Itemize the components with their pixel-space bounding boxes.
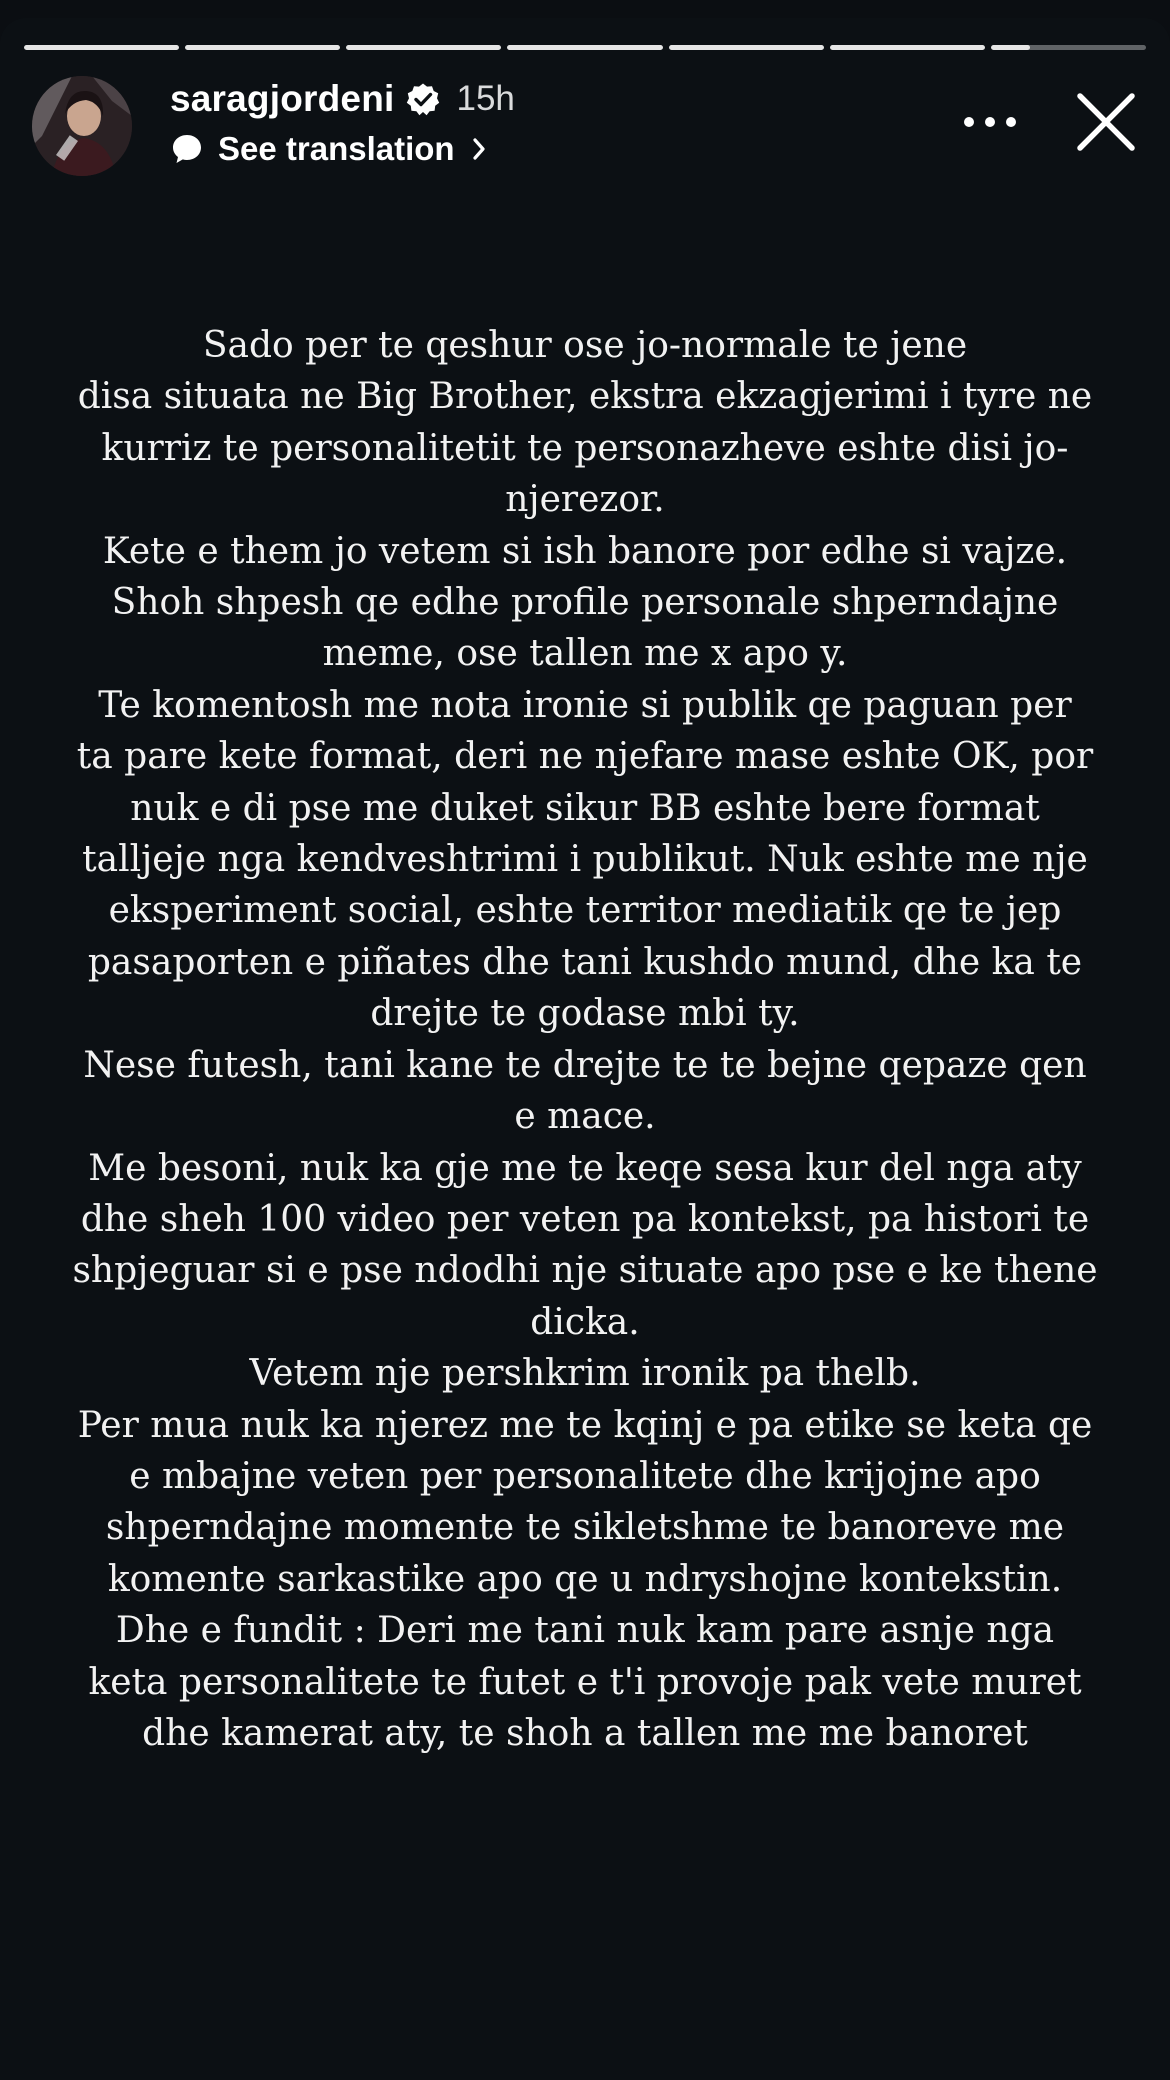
- story-text-line: shperndajne momente te sikletshme te banoreve me: [105, 1507, 1065, 1549]
- progress-segment-fill: [830, 45, 985, 50]
- progress-segment-fill: [185, 45, 340, 50]
- progress-segment-fill: [24, 45, 179, 50]
- story-text-line: meme, ose tallen me x apo y.: [322, 633, 848, 675]
- story-text-line: pasaporten e piñates dhe tani kushdo mund, dhe ka te: [87, 941, 1083, 983]
- see-translation-link[interactable]: [170, 126, 489, 172]
- close-button[interactable]: [1072, 88, 1140, 156]
- story-text-body: [40, 320, 1130, 1759]
- story-text-line: Kete e them jo vetem si ish banore por edhe si vajze.: [102, 530, 1068, 572]
- story-text-line: Shoh shpesh qe edhe profile personale shperndajne: [111, 582, 1059, 624]
- more-dot: [1006, 117, 1016, 127]
- speech-bubble-icon: [170, 132, 204, 166]
- story-text-line: e mace.: [514, 1096, 656, 1138]
- username[interactable]: saragjordeni: [170, 78, 395, 119]
- progress-segment: [991, 45, 1146, 50]
- progress-segment: [24, 45, 179, 50]
- verified-badge-icon: [406, 82, 440, 116]
- story-progress-bar: [24, 45, 1146, 50]
- story-text-line: ta pare kete format, deri ne njefare mase eshte OK, por: [76, 736, 1094, 778]
- story-text-line: disa situata ne Big Brother, ekstra ekzagjerimi i tyre ne: [77, 376, 1093, 418]
- progress-segment: [185, 45, 340, 50]
- story-text-line: Dhe e fundit : Deri me tani nuk kam pare asnje nga: [115, 1610, 1055, 1652]
- story-text-line: Nese futesh, tani kane te drejte te te bejne qepaze qen: [83, 1044, 1087, 1086]
- story-text-line: dicka.: [530, 1301, 640, 1343]
- close-icon: [1072, 88, 1140, 156]
- story-user-row: [170, 76, 515, 122]
- profile-avatar[interactable]: [32, 76, 132, 176]
- more-options-icon[interactable]: [964, 102, 1016, 142]
- progress-segment: [830, 45, 985, 50]
- story-text-line: kurriz te personalitetit te personazheve eshte disi jo-: [101, 427, 1069, 469]
- story-text-line: dhe sheh 100 video per veten pa kontekst, pa histori te: [80, 1198, 1090, 1240]
- chevron-right-icon: [469, 135, 489, 163]
- avatar-photo: [32, 76, 132, 176]
- story-text-line: Me besoni, nuk ka gje me te keqe sesa kur del nga aty: [88, 1147, 1082, 1189]
- progress-segment: [669, 45, 824, 50]
- more-dot: [985, 117, 995, 127]
- progress-segment-fill: [669, 45, 824, 50]
- story-text-line: keta personalitete te futet e t'i provoje pak vete muret: [88, 1661, 1082, 1703]
- story-text-line: dhe kamerat aty, te shoh a tallen me me banoret: [142, 1712, 1028, 1754]
- progress-segment-fill: [507, 45, 662, 50]
- story-text-line: Te komentosh me nota ironie si publik qe paguan per: [98, 684, 1072, 726]
- progress-segment-fill: [346, 45, 501, 50]
- progress-segment: [346, 45, 501, 50]
- more-dot: [964, 117, 974, 127]
- post-time: 15h: [456, 79, 515, 118]
- story-text-line: komente sarkastike apo qe u ndryshojne kontekstin.: [107, 1558, 1063, 1600]
- story-header: [30, 72, 1140, 182]
- see-translation-label: See translation: [218, 130, 455, 167]
- story-text-line: nuk e di pse me duket sikur BB eshte bere format: [130, 787, 1040, 829]
- story-text-line: Vetem nje pershkrim ironik pa thelb.: [249, 1353, 921, 1395]
- story-text-line: eksperiment social, eshte territor mediatik qe te jep: [108, 890, 1062, 932]
- story-text-line: Per mua nuk ka njerez me te kqinj e pa etike se keta qe: [77, 1404, 1093, 1446]
- progress-segment: [507, 45, 662, 50]
- story-text-line: drejte te godase mbi ty.: [370, 993, 800, 1035]
- story-text-line: shpjeguar si e pse ndodhi nje situate apo pse e ke thene: [72, 1250, 1098, 1292]
- story-text-line: e mbajne veten per personalitete dhe krijojne apo: [129, 1455, 1041, 1497]
- progress-segment-fill: [991, 45, 1030, 50]
- story-text-line: talljeje nga kendveshtrimi i publikut. Nuk eshte me nje: [82, 839, 1088, 881]
- story-text-line: Sado per te qeshur ose jo-normale te jene: [202, 325, 968, 366]
- story-text-line: njerezor.: [505, 479, 665, 521]
